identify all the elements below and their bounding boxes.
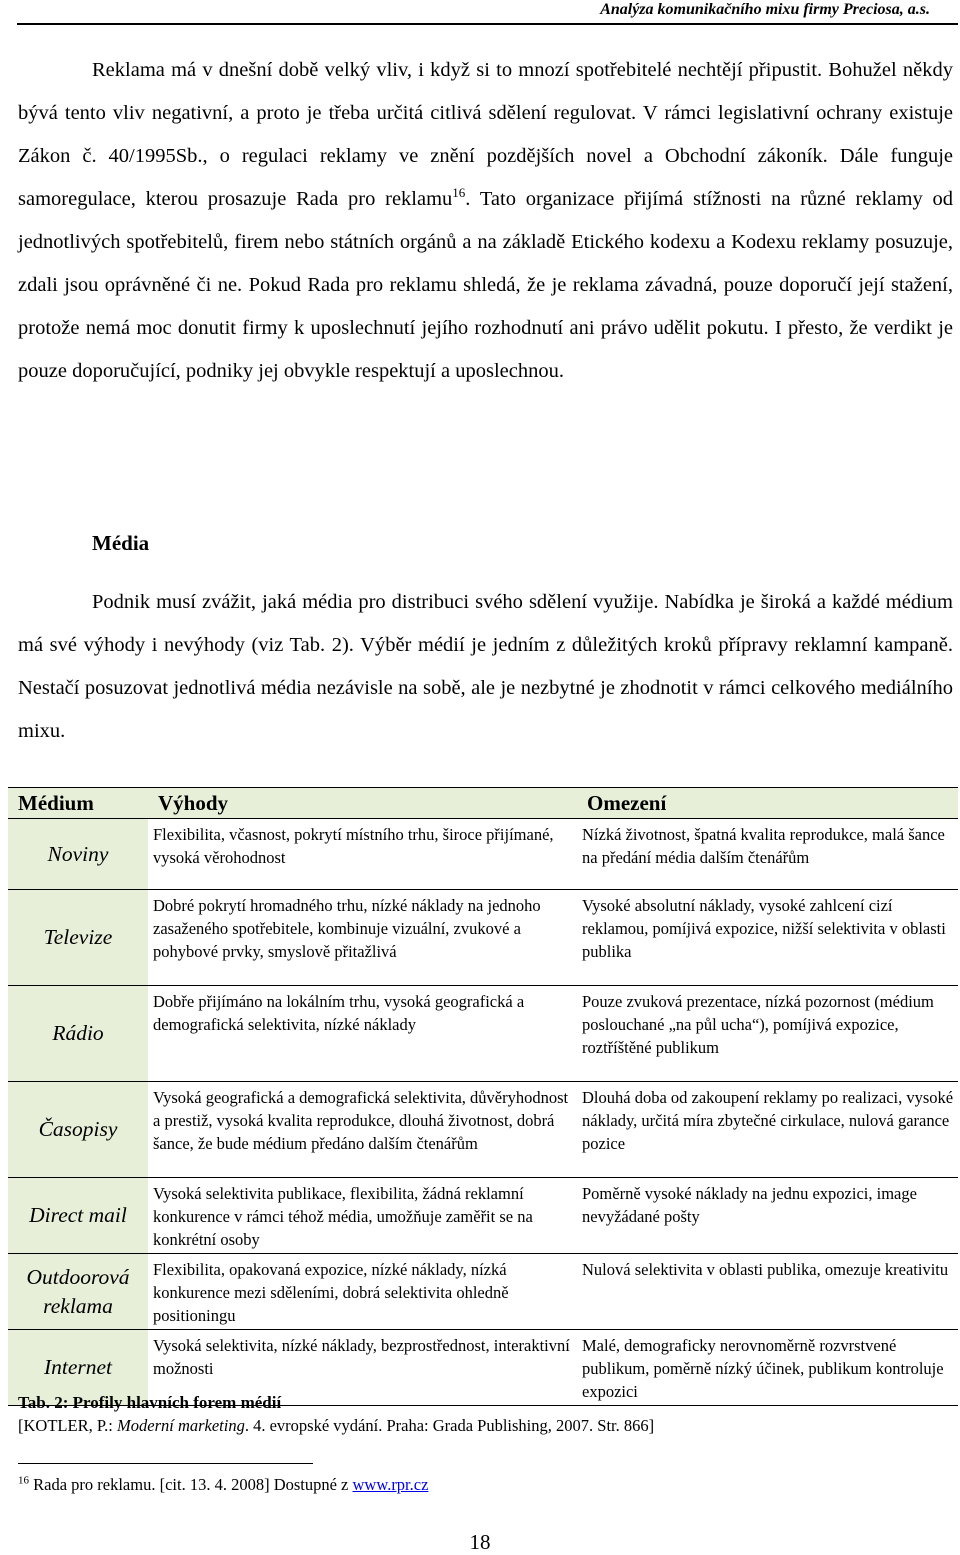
header-advantages: Výhody	[148, 788, 577, 819]
cell-medium: Internet	[8, 1330, 148, 1406]
running-header: Analýza komunikačního mixu firmy Preciosa, a.s.	[600, 1, 930, 18]
cell-advantages: Vysoká selektivita, nízké náklady, bezprostřednost, interaktivní možnosti	[153, 1336, 570, 1378]
header-limits: Omezení	[577, 788, 958, 819]
cell-advantages: Vysoká selektivita publikace, flexibilita, žádná reklamní konkurence v rámci téhož média, umožňuje zaměřit se na konkrétní osoby	[153, 1184, 533, 1249]
table-row	[8, 1254, 958, 1330]
cell-limits: Malé, demograficky nerovnoměrně rozvrstvené publikum, poměrně nízký účinek, publikum kontroluje expozici	[582, 1336, 944, 1401]
cell-advantages: Vysoká geografická a demografická selektivita, důvěryhodnost a prestiž, vysoká kvalita reprodukce, dlouhá životnost, dobrá šance, že bude médium předáno dalším čtenářům	[153, 1088, 569, 1153]
footnote-link[interactable]: www.rpr.cz	[352, 1475, 429, 1494]
cell-limits: Nízká životnost, špatná kvalita reprodukce, malá šance na předání média dalším čtenářům	[582, 825, 945, 867]
cell-advantages: Flexibilita, opakovaná expozice, nízké náklady, nízká konkurence mezi sděleními, dobrá selektivita ohledně positioningu	[153, 1260, 509, 1325]
footnote	[18, 1475, 428, 1495]
table-row	[8, 819, 958, 890]
paragraph-media	[18, 581, 953, 753]
source-title: Moderní marketing	[117, 1416, 245, 1435]
cell-medium: Rádio	[8, 986, 148, 1082]
source-prefix: [KOTLER, P.:	[18, 1416, 117, 1435]
paragraph-advertising-regulation	[18, 49, 953, 393]
footnote-number: 16	[18, 1474, 29, 1487]
table-row	[8, 1082, 958, 1178]
table-row	[8, 986, 958, 1082]
table-row	[8, 1178, 958, 1254]
cell-medium: Direct mail	[8, 1178, 148, 1254]
media-profiles-table	[8, 787, 958, 1406]
header-medium: Médium	[8, 788, 148, 819]
cell-limits: Nulová selektivita v oblasti publika, omezuje kreativitu	[582, 1260, 949, 1279]
cell-advantages: Dobré pokrytí hromadného trhu, nízké náklady na jednoho zasaženého spotřebitele, kombinuje vizuální, zvukové a pohybové prvky, smyslově přitažlivá	[153, 896, 541, 961]
footnote-text: Rada pro reklamu. [cit. 13. 4. 2008] Dostupné z	[29, 1475, 353, 1494]
footnote-reference[interactable]: 16	[452, 185, 466, 201]
cell-advantages: Flexibilita, včasnost, pokrytí místního trhu, široce přijímané, vysoká věrohodnost	[153, 825, 554, 867]
section-heading: Média	[92, 531, 150, 555]
table-caption: Tab. 2: Profily hlavních forem médií	[18, 1393, 282, 1412]
cell-medium: Noviny	[8, 819, 148, 890]
table-source	[18, 1416, 654, 1436]
cell-limits: Poměrně vysoké náklady na jednu expozici, image nevyžádané pošty	[582, 1184, 917, 1226]
cell-medium: Časopisy	[8, 1082, 148, 1178]
table-row	[8, 890, 958, 986]
cell-limits: Dlouhá doba od zakoupení reklamy po realizaci, vysoké náklady, určitá míra zbytečné cirkulace, nulová garance pozice	[582, 1088, 954, 1153]
cell-advantages: Dobře přijímáno na lokálním trhu, vysoká geografická a demografická selektivita, nízké náklady	[153, 992, 525, 1034]
source-suffix: . 4. evropské vydání. Praha: Grada Publishing, 2007. Str. 866]	[244, 1416, 655, 1435]
cell-medium: Televize	[8, 890, 148, 986]
paragraph-text: Reklama má v dnešní době velký vliv, i když si to mnozí spotřebitelé nechtějí připustit. Bohužel někdy bývá tento vliv negativní, a proto je třeba určitá citlivá sdělení regulovat. V rámci legislativní ochrany existuje Zákon č. 40/1995Sb., o regulaci reklamy ve znění pozdějších novel a Obchodní zákoník. Dále funguje samoregulace, kterou prosazuje Rada pro reklamu	[18, 59, 953, 210]
paragraph-text: . Tato organizace přijímá stížnosti na různé reklamy od jednotlivých spotřebitelů, firem nebo státních orgánů a na základě Etického kodexu a Kodexu reklamy posuzuje, zdali jsou oprávněné či ne. Pokud Rada pro reklamu shledá, že je reklama závadná, pouze doporučí její stažení, protože nemá moc donutit firmy k uposlechnutí jejího rozhodnutí ani právo udělit pokutu. I přesto, že verdikt je pouze doporučující, podniky jej obvykle respektují a uposlechnou.	[18, 188, 953, 382]
paragraph-text: Podnik musí zvážit, jaká média pro distribuci svého sdělení využije. Nabídka je široká a každé médium má své výhody i nevýhody (viz Tab. 2). Výběr médií je jedním z důležitých kroků přípravy reklamní kampaně. Nestačí posuzovat jednotlivá média nezávisle na sobě, ale je nezbytné je zhodnotit v rámci celkového mediálního mixu.	[18, 591, 953, 742]
cell-medium: Outdoorová reklama	[8, 1254, 148, 1330]
cell-limits: Pouze zvuková prezentace, nízká pozornost (médium poslouchané „na půl ucha“), pomíjivá expozice, roztříštěné publikum	[582, 992, 934, 1057]
header-rule	[17, 23, 958, 25]
cell-limits: Vysoké absolutní náklady, vysoké zahlcení cizí reklamou, pomíjivá expozice, nižší selektivita v oblasti publika	[582, 896, 946, 961]
table-header-row	[8, 788, 958, 819]
footnote-rule	[18, 1463, 313, 1464]
page-number: 18	[469, 1530, 491, 1554]
